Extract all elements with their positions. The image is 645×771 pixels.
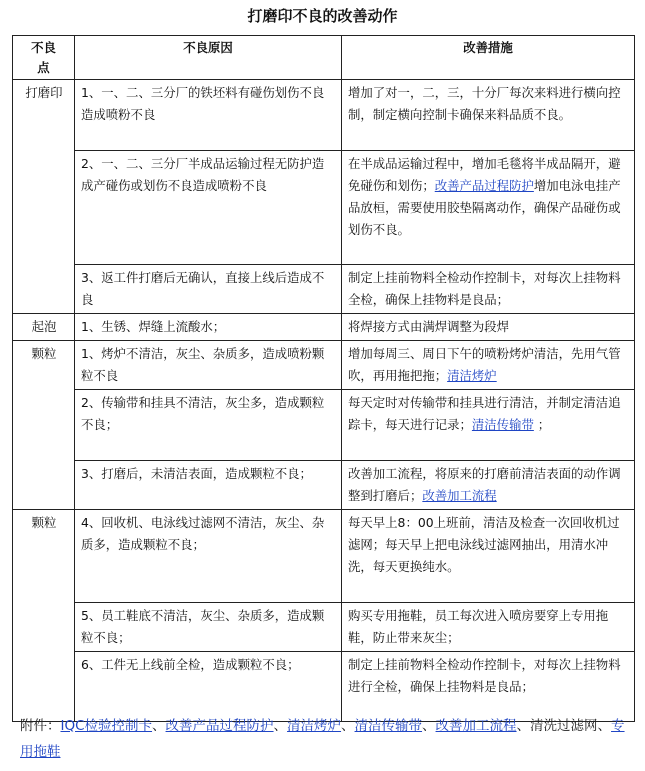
attachments	[20, 713, 635, 765]
improvement-table	[12, 35, 635, 722]
table-row	[13, 314, 635, 341]
measure-text: 增加电泳电挂产品放桓，需要使用胶垫隔离动作，确保产品碰伤或划伤不良。	[348, 178, 621, 237]
measure-cell: 购买专用拖鞋，员工每次进入喷房要穿上专用拖鞋，防止带来灰尘；	[342, 603, 635, 652]
table-row	[13, 510, 635, 603]
header-row	[13, 36, 635, 80]
cause-cell: 3、打磨后，未清洁表面，造成颗粒不良；	[75, 461, 342, 510]
measure-cell	[342, 461, 635, 510]
cause-cell: 1、烤炉不清洁，灰尘、杂质多，造成喷粉颗粒不良	[75, 341, 342, 390]
defect-cell: 打磨印	[13, 80, 75, 314]
link-clean-conveyor[interactable]: 清洁传输带	[471, 417, 534, 432]
cause-cell: 1、生锈、焊缝上流酸水；	[75, 314, 342, 341]
measure-cell	[342, 390, 635, 461]
measure-cell	[342, 151, 635, 265]
separator: 、	[152, 718, 166, 734]
cause-cell: 2、一、二、三分厂半成品运输过程无防护造成产碰伤或划伤不良造成喷粉不良	[75, 151, 342, 265]
header-defect-line2: 点	[37, 59, 50, 75]
attachment-clean-filter: 清洗过滤网	[530, 718, 598, 734]
attachment-link-process-protection[interactable]: 改善产品过程防护	[165, 718, 274, 734]
attachment-link-improve-process[interactable]: 改善加工流程	[435, 718, 517, 734]
header-cause: 不良原因	[75, 36, 342, 80]
measure-text: ；	[533, 417, 551, 432]
table-row	[13, 265, 635, 314]
header-defect-line1: 不良	[31, 39, 56, 55]
header-defect	[13, 36, 75, 80]
measure-cell: 将焊接方式由满焊调整为段焊	[342, 314, 635, 341]
measure-cell	[342, 341, 635, 390]
separator: 、	[516, 718, 531, 734]
page-title: 打磨印不良的改善动作	[247, 7, 398, 25]
attachment-link-clean-conveyor[interactable]: 清洁传输带	[354, 718, 423, 734]
defect-cell: 颗粒	[13, 341, 75, 510]
table-row	[13, 80, 635, 151]
table-row	[13, 151, 635, 265]
link-improve-process[interactable]: 改善加工流程	[422, 488, 497, 503]
measure-cell: 增加了对一，二，三，十分厂每次来料进行横向控制，制定横向控制卡确保来料品质不良。	[342, 80, 635, 151]
cause-cell: 6、工件无上线前全检，造成颗粒不良；	[75, 652, 342, 722]
attachment-link-iqc[interactable]: IQC检验控制卡	[60, 718, 153, 734]
table-row	[13, 603, 635, 652]
header-measure: 改善措施	[342, 36, 635, 80]
attachment-link-slippers[interactable]: 专用拖鞋	[20, 718, 625, 760]
link-process-protection[interactable]: 改善产品过程防护	[434, 178, 534, 193]
measure-cell: 制定上挂前物料全检动作控制卡，对每次上挂物料全检，确保上挂物料是良品；	[342, 265, 635, 314]
cause-cell: 1、一、二、三分厂的铁坯料有碰伤划伤不良造成喷粉不良	[75, 80, 342, 151]
table-row	[13, 390, 635, 461]
cause-cell: 3、返工件打磨后无确认，直接上线后造成不良	[75, 265, 342, 314]
link-clean-oven[interactable]: 清洁烤炉	[447, 368, 497, 383]
measure-text: 在半成品运输过程中，增加毛毯将半成品隔开，避免碰伤和划伤；	[348, 156, 621, 193]
attachment-link-clean-oven[interactable]: 清洁烤炉	[287, 718, 342, 734]
separator: 、	[422, 718, 436, 734]
separator: 、	[273, 718, 288, 734]
attachments-label: 附件：	[20, 718, 61, 734]
cause-cell: 5、员工鞋底不清洁，灰尘、杂质多，造成颗粒不良；	[75, 603, 342, 652]
measure-cell: 每天早上8：00上班前，清洁及检查一次回收机过滤网；每天早上把电泳线过滤网抽出，用清水冲洗，每天更换纯水。	[342, 510, 635, 603]
table-row	[13, 461, 635, 510]
measure-text: 每天定时对传输带和挂具进行清洁，并制定清洁追踪卡，每天进行记录；	[348, 395, 621, 432]
defect-cell: 颗粒	[13, 510, 75, 722]
cause-cell: 4、回收机、电泳线过滤网不清洁，灰尘、杂质多，造成颗粒不良；	[75, 510, 342, 603]
cause-cell: 2、传输带和挂具不清洁，灰尘多，造成颗粒不良；	[75, 390, 342, 461]
table-row	[13, 652, 635, 722]
measure-text: 改善加工流程，将原来的打磨前清洁表面的动作调整到打磨后；	[348, 466, 621, 503]
separator: 、	[597, 718, 612, 734]
measure-cell: 制定上挂前物料全检动作控制卡，对每次上挂物料进行全检，确保上挂物料是良品；	[342, 652, 635, 722]
separator: 、	[341, 718, 355, 734]
table-row	[13, 341, 635, 390]
defect-cell: 起泡	[13, 314, 75, 341]
measure-text: 增加每周三、周日下午的喷粉烤炉清洁，先用气管吹，再用拖把拖；	[348, 346, 621, 383]
